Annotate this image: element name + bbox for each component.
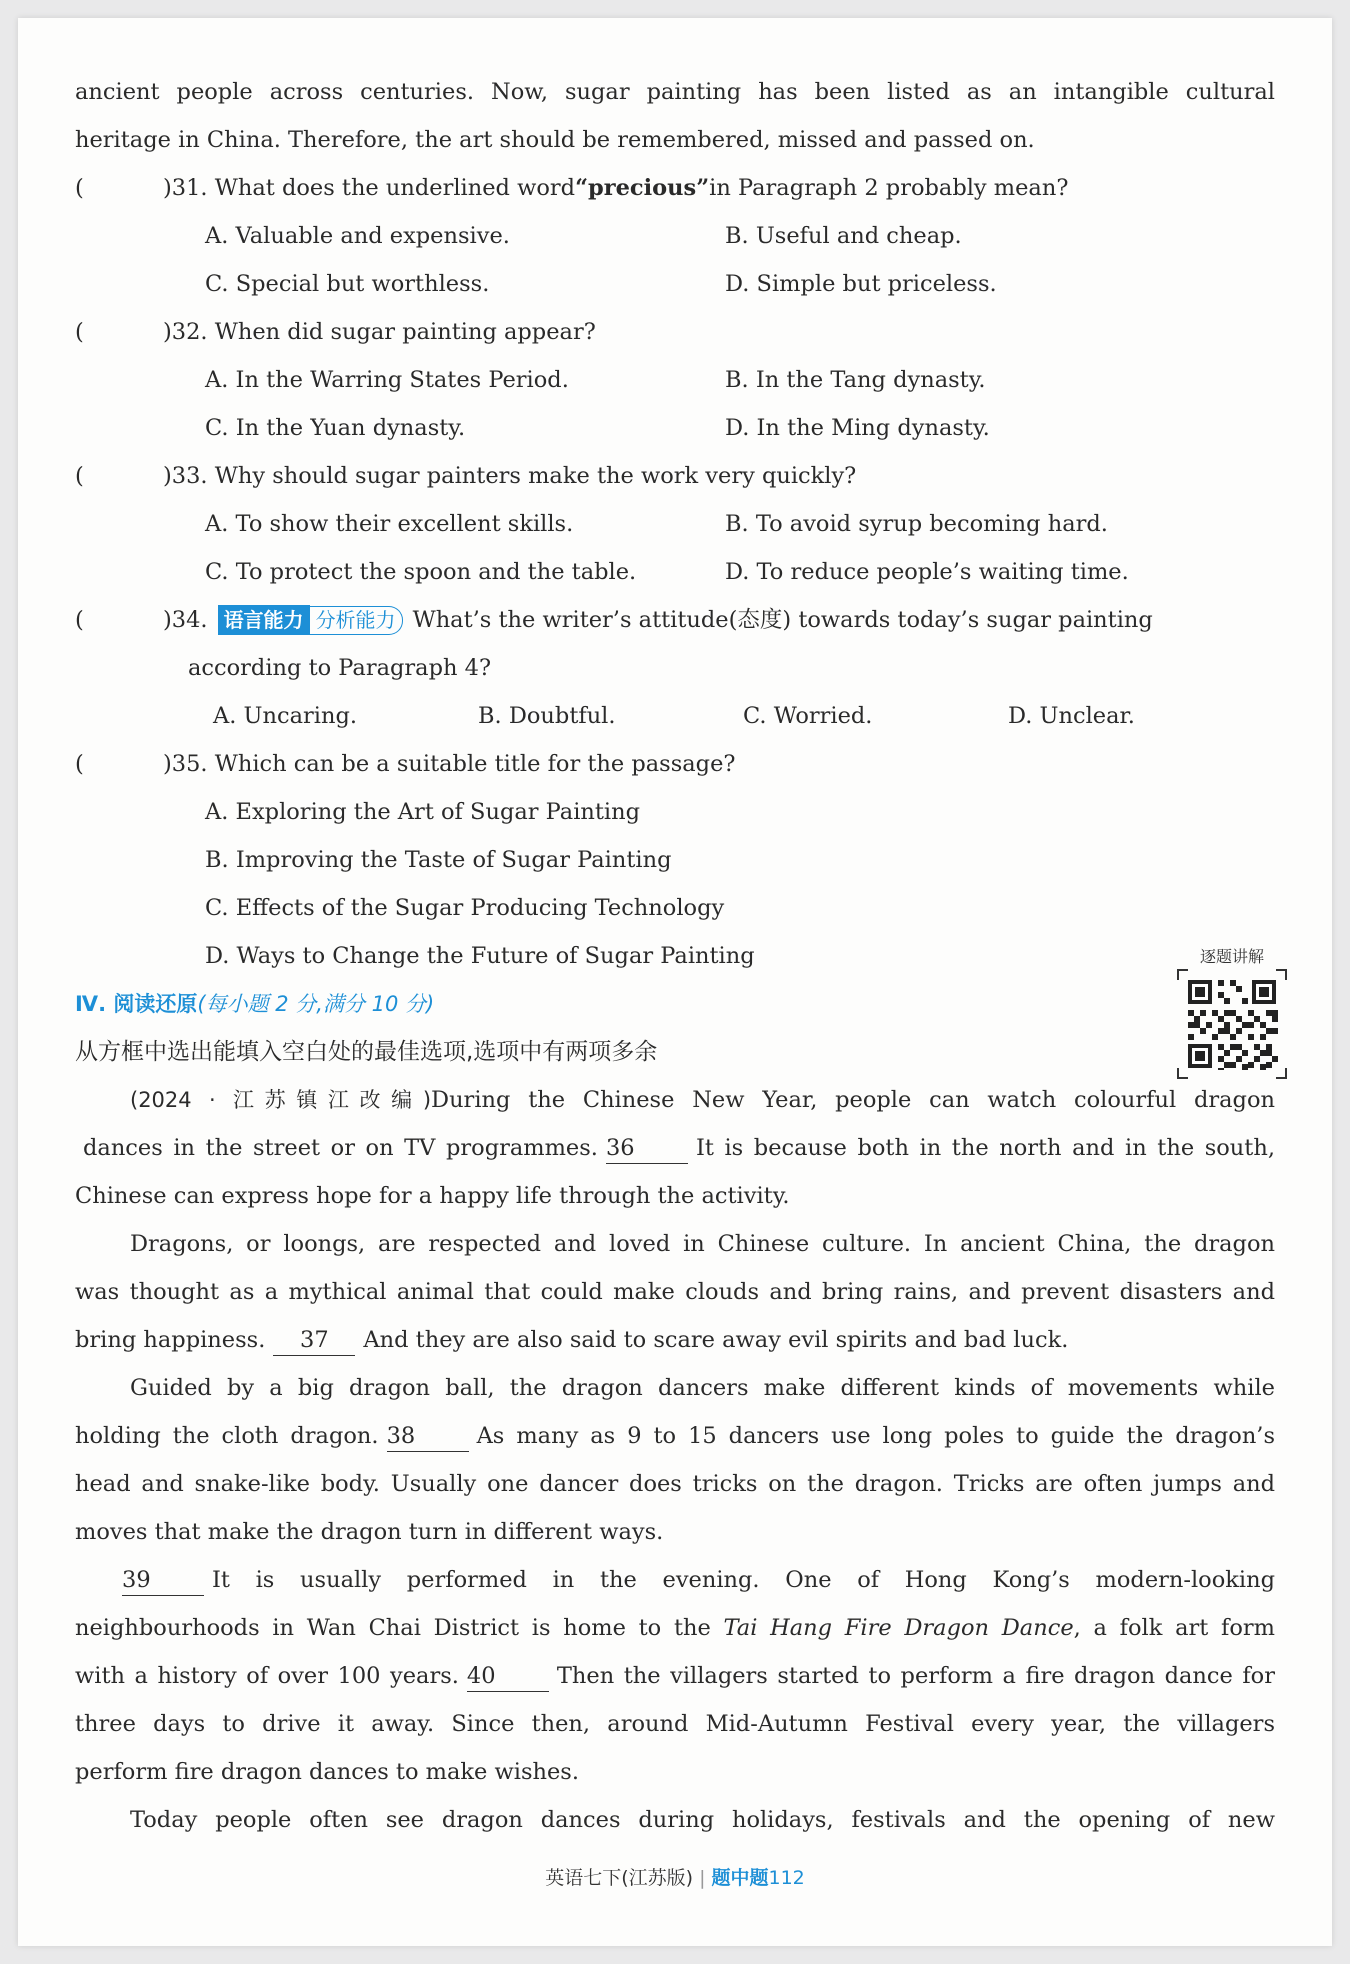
section-heading	[75, 980, 1275, 1028]
page-footer: 英语七下(江苏版) | 题中题112	[545, 1867, 805, 1889]
answer-bracket[interactable]: (	[75, 751, 84, 777]
question-stem: )31. What does the underlined word	[163, 175, 576, 201]
option-b: B. Doubtful.	[478, 703, 616, 729]
option-a: A. In the Warring States Period.	[205, 367, 569, 393]
option-a: A. Exploring the Art of Sugar Painting	[205, 799, 641, 825]
qr-code-icon[interactable]	[1176, 968, 1288, 1080]
question-stem: in Paragraph 2 probably mean?	[709, 175, 1069, 201]
option-b: B. Useful and cheap.	[725, 223, 962, 249]
page-number: 112	[768, 1867, 805, 1889]
question-stem: )35. Which can be a suitable title for the passage?	[163, 751, 736, 777]
paragraph-line: 39 It is usually performed in the evening. One of Hong Kong’s modern-looking	[75, 1556, 1275, 1604]
blank-38[interactable]: 38	[387, 1421, 469, 1452]
question-33	[75, 452, 1275, 500]
paragraph-line: neighbourhoods in Wan Chai District is home to the Tai Hang Fire Dragon Dance, a folk art form	[75, 1615, 1275, 1641]
options-row	[75, 356, 1275, 404]
paragraph-line: (2024 · 江苏镇江改编)During the Chinese New Year, people can watch colourful dragon	[130, 1087, 1275, 1113]
page-content	[75, 68, 1275, 1844]
paragraph-line: head and snake-like body. Usually one dancer does tricks on the dragon. Tricks are often jumps and	[75, 1471, 1275, 1497]
option-a: A. Valuable and expensive.	[205, 223, 510, 249]
section-instruction: 从方框中选出能填入空白处的最佳选项,选项中有两项多余	[75, 1039, 658, 1065]
option-c: C. Effects of the Sugar Producing Technology	[205, 895, 725, 921]
option-d: D. Unclear.	[1008, 703, 1135, 729]
section-score: (每小题 2 分,满分 10 分)	[197, 992, 435, 1016]
underlined-word: “precious”	[575, 175, 710, 201]
options-row	[75, 500, 1275, 548]
section-title: Ⅳ. 阅读还原	[75, 992, 198, 1016]
page	[18, 18, 1332, 1946]
option-b: B. In the Tang dynasty.	[725, 367, 986, 393]
option-b: B. To avoid syrup becoming hard.	[725, 511, 1108, 537]
dance-name: Tai Hang Fire Dragon Dance	[723, 1615, 1074, 1641]
question-stem: )32. When did sugar painting appear?	[163, 319, 596, 345]
answer-bracket[interactable]: (	[75, 607, 84, 633]
question-31	[75, 164, 1275, 212]
skill-tag-language: 语言能力	[218, 605, 310, 635]
paragraph-line: Today people often see dragon dances during holidays, festivals and the opening of new	[130, 1807, 1275, 1833]
paragraph-line: with a history of over 100 years. 40 Then the villagers started to perform a fire dragon dance for	[75, 1652, 1275, 1700]
options-row	[75, 260, 1275, 308]
option-c: C. Special but worthless.	[205, 271, 490, 297]
option-d: D. In the Ming dynasty.	[725, 415, 990, 441]
options-row	[75, 692, 1275, 740]
options-row	[75, 404, 1275, 452]
question-35	[75, 740, 1275, 788]
blank-40[interactable]: 40	[467, 1661, 549, 1692]
paragraph-line: was thought as a mythical animal that could make clouds and bring rains, and prevent disasters and	[75, 1279, 1275, 1305]
option-c: C. In the Yuan dynasty.	[205, 415, 466, 441]
paragraph-line: Dragons, or loongs, are respected and loved in Chinese culture. In ancient China, the dragon	[130, 1231, 1275, 1257]
book-title: 英语七下(江苏版)	[545, 1867, 694, 1889]
option-b: B. Improving the Taste of Sugar Painting	[205, 847, 672, 873]
option-c: C. To protect the spoon and the table.	[205, 559, 637, 585]
blank-39[interactable]: 39	[122, 1565, 204, 1596]
answer-bracket[interactable]: (	[75, 175, 84, 201]
passage-line: ancient people across centuries. Now, sugar painting has been listed as an intangible cultural	[75, 79, 1275, 105]
blank-36[interactable]: 36	[606, 1133, 688, 1164]
paragraph-line: bring happiness. 37 And they are also said to scare away evil spirits and bad luck.	[75, 1316, 1275, 1364]
answer-bracket[interactable]: (	[75, 463, 84, 489]
paragraph-line: perform fire dragon dances to make wishes.	[75, 1759, 580, 1785]
paragraph-line: holding the cloth dragon. 38 As many as 9 to 15 dancers use long poles to guide the dragon’s	[75, 1412, 1275, 1460]
question-stem: What’s the writer’s attitude(态度) towards today’s sugar painting	[412, 607, 1153, 633]
qr-code-block[interactable]	[1176, 946, 1288, 1086]
options-row	[75, 212, 1275, 260]
blank-37[interactable]: 37	[273, 1325, 355, 1356]
option-a: A. To show their excellent skills.	[205, 511, 574, 537]
paragraph-line: moves that make the dragon turn in different ways.	[75, 1519, 664, 1545]
question-32	[75, 308, 1275, 356]
option-c: C. Worried.	[743, 703, 873, 729]
source-note: (2024 · 江苏镇江改编)	[130, 1088, 432, 1112]
passage-line: heritage in China. Therefore, the art should be remembered, missed and passed on.	[75, 127, 1035, 153]
answer-bracket[interactable]: (	[75, 319, 84, 345]
option-d: D. Simple but priceless.	[725, 271, 997, 297]
paragraph-line: three days to drive it away. Since then, around Mid-Autumn Festival every year, the villagers	[75, 1711, 1275, 1737]
paragraph-line: dances in the street or on TV programmes. 36 It is because both in the north and in the south,	[75, 1124, 1275, 1172]
question-stem-continued: according to Paragraph 4?	[188, 655, 492, 681]
paragraph-line: Chinese can express hope for a happy life through the activity.	[75, 1183, 790, 1209]
option-d: D. Ways to Change the Future of Sugar Painting	[205, 943, 755, 969]
options-row	[75, 548, 1275, 596]
paragraph-line: Guided by a big dragon ball, the dragon dancers make different kinds of movements while	[130, 1375, 1275, 1401]
skill-tag-analysis: 分析能力	[310, 606, 403, 635]
series-name: 题中题	[711, 1867, 769, 1889]
option-d: D. To reduce people’s waiting time.	[725, 559, 1129, 585]
question-stem: )33. Why should sugar painters make the work very quickly?	[163, 463, 857, 489]
option-a: A. Uncaring.	[213, 703, 358, 729]
question-34	[75, 596, 1275, 644]
qr-label: 逐题讲解	[1199, 947, 1264, 966]
question-number: )34.	[163, 607, 208, 633]
